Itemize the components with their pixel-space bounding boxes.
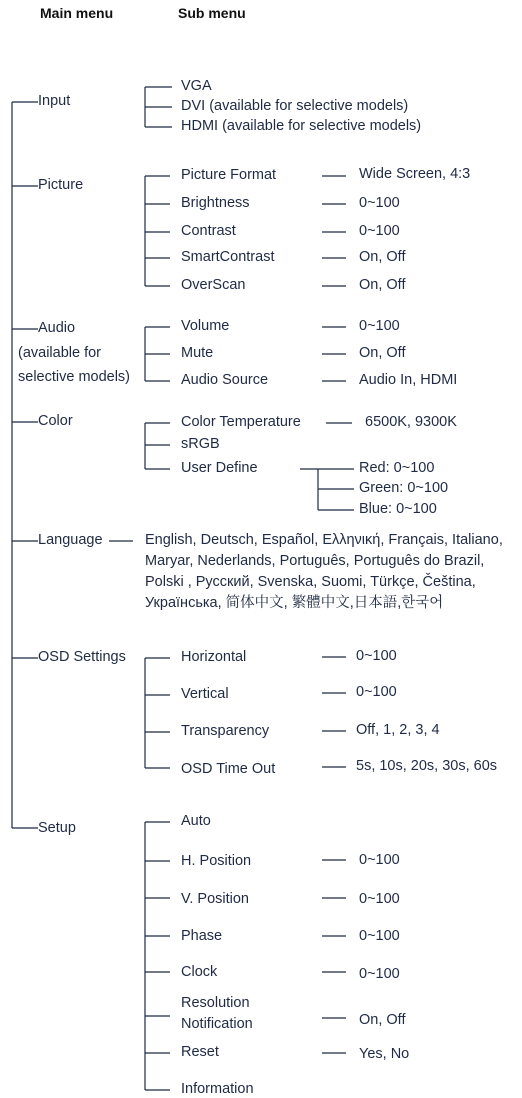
srgb-label: sRGB [181,436,220,452]
user-define-green: Green: 0~100 [359,480,449,496]
osd-vertical-label: Vertical [181,686,229,702]
main-item-setup: Setup [38,820,76,836]
osd-horizontal-value: 0~100 [356,648,397,664]
main-item-color: Color [38,413,73,429]
osd-vertical-value: 0~100 [356,684,397,700]
main-item-language: Language [38,532,103,548]
main-item-picture: Picture [38,177,84,193]
input-item-vga: VGA [181,78,212,94]
language-list-line3: Polski , Русский, Svenska, Suomi, Türkçe, Čeština, [145,574,476,590]
setup-clock-label: Clock [181,964,218,980]
setup-resolution-value: On, Off [359,1012,406,1028]
setup-hposition-label: H. Position [181,853,252,869]
setup-clock-value: 0~100 [359,966,400,982]
setup-reset-label: Reset [181,1044,219,1060]
setup-auto-label: Auto [181,813,211,829]
osd-transparency-label: Transparency [181,723,270,739]
osd-transparency-value: Off, 1, 2, 3, 4 [356,722,440,738]
osd-timeout-value: 5s, 10s, 20s, 30s, 60s [356,758,498,774]
setup-hposition-value: 0~100 [359,852,400,868]
user-define-blue: Blue: 0~100 [359,501,437,517]
main-item-audio: Audio [38,320,76,336]
setup-phase-label: Phase [181,928,223,944]
setup-vposition-value: 0~100 [359,891,400,907]
color-temperature-value: 6500K, 9300K [365,414,457,430]
input-item-dvi: DVI (available for selective models) [181,98,409,114]
color-temperature-label: Color Temperature [181,414,301,430]
brightness-label: Brightness [181,195,250,211]
picture-format-value: Wide Screen, 4:3 [359,166,471,182]
smartcontrast-value: On, Off [359,249,406,265]
audio-availability-line2: selective models) [18,369,131,385]
language-list-line1: English, Deutsch, Español, Ελληνική, Français, Italiano, [145,532,503,548]
mute-label: Mute [181,345,214,361]
language-list-line4: Українська, 简体中文, 繁體中文,日本語,한국어 [145,595,444,611]
user-define-label: User Define [181,460,258,476]
input-item-hdmi: HDMI (available for selective models) [181,118,422,134]
user-define-red: Red: 0~100 [359,460,435,476]
setup-resolution-label: Resolution [181,995,250,1011]
brightness-value: 0~100 [359,195,400,211]
main-item-input: Input [38,93,71,109]
main-item-osd-settings: OSD Settings [38,649,126,665]
contrast-value: 0~100 [359,223,400,239]
volume-label: Volume [181,318,230,334]
smartcontrast-label: SmartContrast [181,249,275,265]
overscan-label: OverScan [181,277,246,293]
language-list-line2: Maryar, Nederlands, Português, Português do Brazil, [145,553,485,569]
sub-menu-header: Sub menu [178,5,246,21]
setup-reset-value: Yes, No [359,1046,410,1062]
setup-phase-value: 0~100 [359,928,400,944]
contrast-label: Contrast [181,223,236,239]
setup-information-label: Information [181,1081,254,1097]
volume-value: 0~100 [359,318,400,334]
main-menu-header: Main menu [40,5,114,21]
setup-vposition-label: V. Position [181,891,249,907]
overscan-value: On, Off [359,277,406,293]
audio-source-value: Audio In, HDMI [359,372,458,388]
audio-source-label: Audio Source [181,372,269,388]
osd-timeout-label: OSD Time Out [181,761,276,777]
audio-availability-line1: (available for [18,345,102,361]
mute-value: On, Off [359,345,406,361]
picture-format-label: Picture Format [181,167,277,183]
setup-notification-label: Notification [181,1016,253,1032]
osd-horizontal-label: Horizontal [181,649,247,665]
